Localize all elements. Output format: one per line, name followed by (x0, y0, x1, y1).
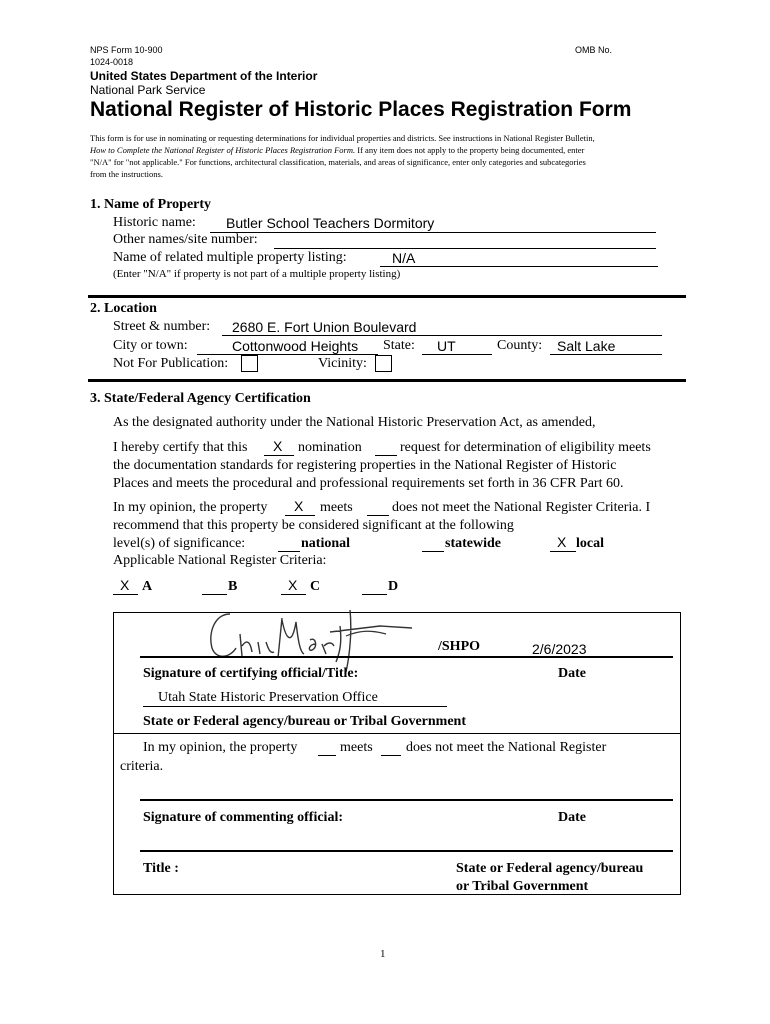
opinion-meets-mark[interactable]: X (294, 498, 304, 514)
levels-label: level(s) of significance: (113, 536, 246, 551)
commenting-agency-label-1: State or Federal agency/bureau (456, 861, 644, 876)
certify-nomination-text: nomination (298, 440, 362, 455)
level-local: local (576, 536, 604, 551)
vicinity-checkbox[interactable] (375, 355, 392, 372)
certifying-agency-label: State or Federal agency/bureau or Tribal Government (143, 714, 467, 729)
signature-line (140, 656, 673, 658)
related-listing-label: Name of related multiple property listing: (113, 250, 347, 265)
section3-heading: 3. State/Federal Agency Certification (90, 391, 311, 406)
level-national: national (301, 536, 351, 551)
criteria-c-blank (281, 594, 306, 595)
certify-request-blank[interactable] (375, 455, 397, 456)
other-names-underline (274, 248, 656, 249)
section1-heading: 1. Name of Property (90, 197, 212, 212)
related-listing-field[interactable]: N/A (392, 250, 416, 266)
comment-meets-text: meets (340, 740, 373, 755)
form-number: NPS Form 10-900 (90, 45, 163, 55)
street-label: Street & number: (113, 319, 211, 334)
certify-request-text: request for determination of eligibility meets (400, 440, 651, 455)
county-underline (550, 354, 662, 355)
intro-line-4: from the instructions. (90, 169, 163, 179)
agency-name-field[interactable]: Utah State Historic Preservation Office (158, 690, 378, 705)
opinion-meets-blank (285, 515, 315, 516)
commenting-signature-label: Signature of commenting official: (143, 810, 343, 825)
criteria-b-blank[interactable] (202, 594, 227, 595)
intro-line-2-rest: If any item does not apply to the property being documented, enter (355, 145, 585, 155)
state-underline (422, 354, 492, 355)
state-field[interactable]: UT (437, 338, 456, 354)
street-underline (222, 335, 662, 336)
certifying-date-field[interactable]: 2/6/2023 (532, 641, 587, 657)
related-listing-underline (380, 266, 658, 267)
certify-prefix: I hereby certify that this (113, 440, 248, 455)
omb-label: OMB No. (575, 45, 613, 55)
shpo-title: /SHPO (438, 639, 481, 654)
local-blank (550, 551, 576, 552)
comment-meets-blank[interactable] (318, 755, 336, 756)
commenting-agency-label-2: or Tribal Government (456, 879, 589, 894)
opinion-meets-text: meets (320, 500, 353, 515)
bulletin-title: How to Complete the National Register of Historic Places Registration Form. (90, 145, 356, 155)
comment-opinion-rest: does not meet the National Register (406, 740, 607, 755)
comment-not-meet-blank[interactable] (381, 755, 401, 756)
intro-line-3: "N/A" for "not applicable." For functions, architectural classification, materials, and areas of significance, enter only categories and subcategories (90, 157, 586, 167)
state-label: State: (383, 338, 415, 353)
vicinity-label: Vicinity: (318, 356, 367, 371)
recommend-line: recommend that this property be considered significant at the following (113, 518, 514, 533)
not-for-publication-checkbox[interactable] (241, 355, 258, 372)
county-label: County: (497, 338, 543, 353)
certify-line-2: the documentation standards for registering properties in the National Register of Historic (113, 458, 617, 473)
criteria-a-mark[interactable]: X (120, 577, 130, 593)
section-divider (88, 295, 686, 298)
opinion-not-meet-blank[interactable] (367, 515, 389, 516)
omb-number: 1024-0018 (90, 57, 134, 67)
intro-line-2 (90, 145, 584, 155)
national-blank[interactable] (278, 551, 300, 552)
level-local-mark[interactable]: X (557, 534, 567, 550)
commenting-title-line[interactable] (140, 850, 673, 852)
level-statewide: statewide (445, 536, 501, 551)
criteria-c-letter: C (310, 579, 321, 594)
opinion-prefix: In my opinion, the property (113, 500, 268, 515)
multiple-listing-note: (Enter "N/A" if property is not part of a multiple property listing) (113, 268, 401, 280)
city-field[interactable]: Cottonwood Heights (232, 338, 359, 354)
certify-line-3: Places and meets the procedural and professional requirements set forth in 36 CFR Part 60. (113, 476, 624, 491)
historic-name-label: Historic name: (113, 215, 196, 230)
historic-name-underline (210, 232, 656, 233)
historic-name-field[interactable]: Butler School Teachers Dormitory (226, 215, 435, 231)
page-number: 1 (380, 948, 386, 960)
city-label: City or town: (113, 338, 188, 353)
commenting-date-label: Date (558, 810, 586, 825)
signature-image (200, 596, 420, 676)
commenting-signature-line[interactable] (140, 799, 673, 801)
agency-underline (143, 706, 447, 707)
city-underline (197, 354, 378, 355)
criteria-b-letter: B (228, 579, 238, 594)
commenting-title-label: Title : (143, 861, 179, 876)
department-name: United States Department of the Interior (90, 69, 318, 83)
section-divider (88, 379, 686, 382)
not-for-publication-label: Not For Publication: (113, 356, 229, 371)
county-field[interactable]: Salt Lake (557, 338, 616, 354)
criteria-a-letter: A (142, 579, 153, 594)
section2-heading: 2. Location (90, 301, 157, 316)
comment-opinion-prefix: In my opinion, the property (143, 740, 298, 755)
criteria-c-mark[interactable]: X (288, 577, 298, 593)
other-names-label: Other names/site number: (113, 232, 258, 247)
criteria-label: Applicable National Register Criteria: (113, 553, 327, 568)
comment-opinion-line-2: criteria. (120, 759, 164, 774)
authority-line: As the designated authority under the National Historic Preservation Act, as amended, (113, 415, 596, 430)
statewide-blank[interactable] (422, 551, 444, 552)
service-name: National Park Service (90, 83, 206, 97)
criteria-d-letter: D (388, 579, 399, 594)
form-title: National Register of Historic Places Registration Form (90, 98, 632, 121)
street-field[interactable]: 2680 E. Fort Union Boulevard (232, 319, 417, 335)
certifying-signature-label: Signature of certifying official/Title: (143, 666, 359, 681)
criteria-a-blank (113, 594, 138, 595)
intro-line-1: This form is for use in nominating or requesting determinations for individual properties and districts. See instructions in National Register Bulletin, (90, 133, 595, 143)
certify-nomination-mark[interactable]: X (273, 438, 283, 454)
certifying-date-label: Date (558, 666, 586, 681)
certify-nomination-blank (264, 455, 294, 456)
criteria-d-blank[interactable] (362, 594, 387, 595)
opinion-rest: does not meet the National Register Criteria. I (392, 500, 651, 515)
